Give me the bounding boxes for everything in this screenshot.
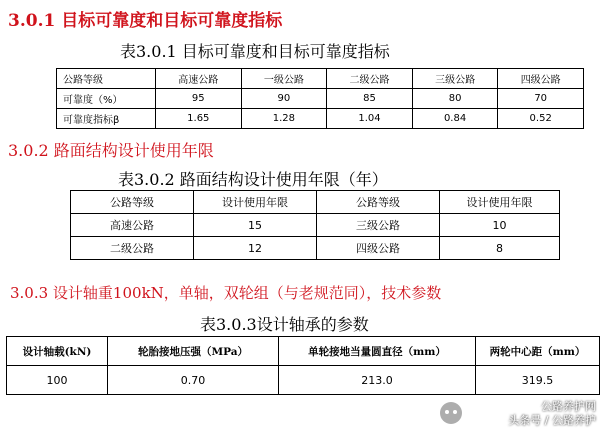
table-header-row — [71, 191, 560, 214]
table-cell: 85 — [327, 89, 413, 109]
table-cell: 319.5 — [476, 366, 600, 395]
table-cell: 80 — [412, 89, 498, 109]
header-cell: 设计轴载(kN) — [7, 337, 108, 366]
header-cell: 轮胎接地压强（MPa） — [108, 337, 279, 366]
table-cell: 10 — [440, 214, 560, 237]
table-row — [7, 366, 600, 395]
table-cell: 70 — [498, 89, 584, 109]
header-cell: 四级公路 — [498, 69, 584, 89]
header-cell: 设计使用年限 — [440, 191, 560, 214]
table-caption-301: 表3.0.1 目标可靠度和目标可靠度指标 — [120, 42, 390, 61]
design-life-table — [70, 190, 560, 260]
table-cell: 高速公路 — [71, 214, 194, 237]
table-row — [57, 109, 584, 129]
table-cell: 可靠度指标β — [57, 109, 156, 129]
header-cell: 公路等级 — [71, 191, 194, 214]
watermark-logo-icon — [438, 400, 464, 426]
table-cell: 8 — [440, 237, 560, 260]
table-row — [57, 89, 584, 109]
axle-parameters-table — [6, 336, 600, 395]
watermark-line2: 头条号 / 公路养护 — [508, 414, 596, 427]
table-cell: 90 — [241, 89, 327, 109]
table-cell: 1.65 — [156, 109, 242, 129]
table-cell: 100 — [7, 366, 108, 395]
watermark — [508, 400, 596, 428]
table-cell: 三级公路 — [317, 214, 440, 237]
watermark-line1: 公路养护网 — [541, 400, 596, 413]
header-cell: 公路等级 — [317, 191, 440, 214]
table-row — [71, 237, 560, 260]
header-cell: 公路等级 — [57, 69, 156, 89]
table-cell: 95 — [156, 89, 242, 109]
table-cell: 213.0 — [279, 366, 476, 395]
table-cell: 0.84 — [412, 109, 498, 129]
table-header-row — [7, 337, 600, 366]
header-cell: 单轮接地当量圆直径（mm） — [279, 337, 476, 366]
table-cell: 0.52 — [498, 109, 584, 129]
header-cell: 设计使用年限 — [194, 191, 317, 214]
header-cell: 两轮中心距（mm） — [476, 337, 600, 366]
table-caption-303: 表3.0.3设计轴承的参数 — [200, 315, 369, 334]
table-header-row — [57, 69, 584, 89]
header-cell: 高速公路 — [156, 69, 242, 89]
table-cell: 四级公路 — [317, 237, 440, 260]
section-heading-301: 3.0.1 目标可靠度和目标可靠度指标 — [8, 11, 283, 31]
header-cell: 一级公路 — [241, 69, 327, 89]
table-cell: 15 — [194, 214, 317, 237]
table-caption-302: 表3.0.2 路面结构设计使用年限（年） — [118, 170, 388, 189]
section-heading-303: 3.0.3 设计轴重100kN，单轴，双轮组（与老规范同），技术参数 — [10, 284, 442, 302]
table-cell: 1.28 — [241, 109, 327, 129]
header-cell: 二级公路 — [327, 69, 413, 89]
table-cell: 1.04 — [327, 109, 413, 129]
section-heading-302: 3.0.2 路面结构设计使用年限 — [8, 141, 214, 160]
table-cell: 可靠度（%） — [57, 89, 156, 109]
table-cell: 二级公路 — [71, 237, 194, 260]
header-cell: 三级公路 — [412, 69, 498, 89]
table-cell: 0.70 — [108, 366, 279, 395]
reliability-table — [56, 68, 584, 129]
table-row — [71, 214, 560, 237]
table-cell: 12 — [194, 237, 317, 260]
